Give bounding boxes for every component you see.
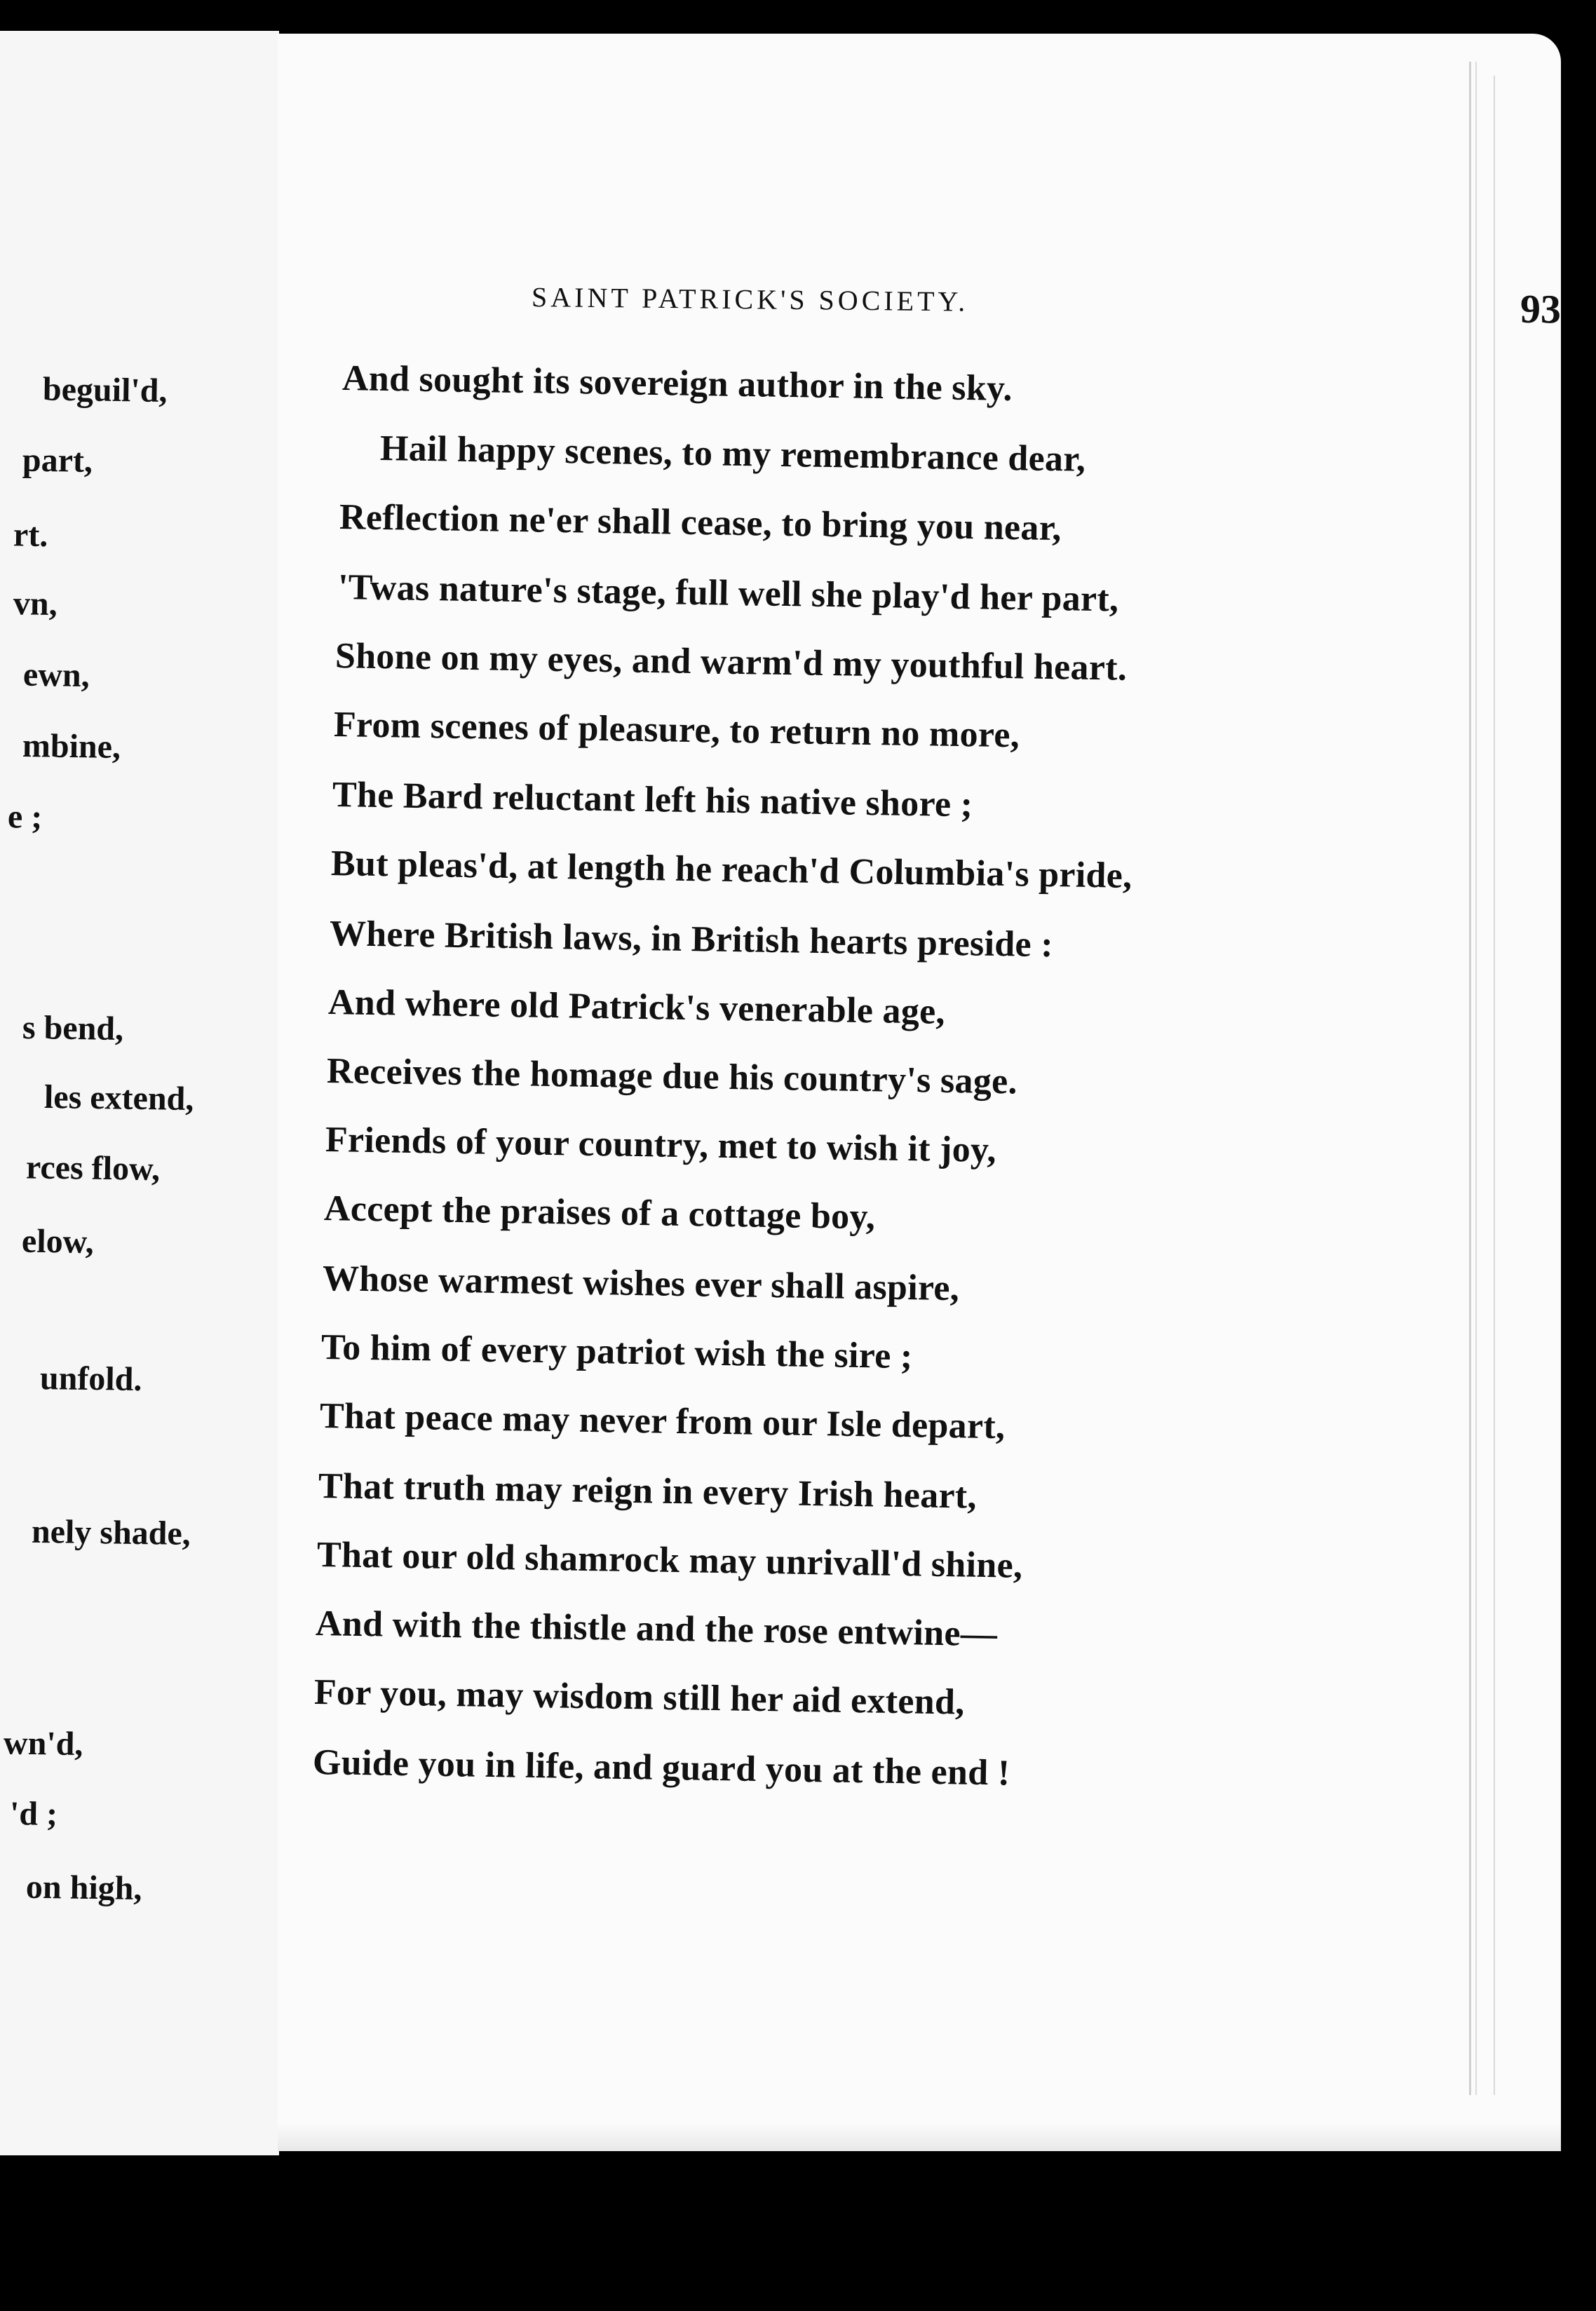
left-page-line: wn'd,	[3, 1724, 83, 1763]
poem-line: Where British laws, in British hearts preside :	[329, 914, 1054, 965]
poem-line: Hail happy scenes, to my remembrance dear,	[379, 428, 1086, 480]
left-page-line: e ;	[7, 798, 43, 836]
poem-line: And with the thistle and the rose entwine—	[315, 1604, 998, 1655]
poem-line: 'Twas nature's stage, full well she play'd her part,	[337, 567, 1119, 620]
poem-line: To him of every patriot wish the sire ;	[320, 1327, 913, 1377]
running-head	[531, 280, 1561, 332]
left-page-line: part,	[22, 441, 93, 480]
left-page-line: ewn,	[22, 656, 90, 694]
poem-line: Whose warmest wishes ever shall aspire,	[322, 1259, 960, 1309]
poem-line: That truth may reign in every Irish heart,	[318, 1466, 978, 1517]
running-title: SAINT PATRICK'S SOCIETY.	[531, 281, 969, 318]
poem-line: Friends of your country, met to wish it joy,	[325, 1120, 997, 1171]
left-page-line: beguil'd,	[42, 370, 168, 409]
left-page-line: 'd ;	[9, 1795, 58, 1833]
poem-line: For you, may wisdom still her aid extend,	[313, 1672, 965, 1723]
poem-line: The Bard reluctant left his native shore ;	[332, 775, 973, 825]
poem-line: Receives the homage due his country's sage.	[326, 1051, 1018, 1102]
poem-line: Accept the praises of a cottage boy,	[323, 1188, 876, 1238]
left-page-line: rces flow,	[25, 1148, 161, 1188]
page-number: 93	[1520, 285, 1561, 332]
poem-line: Reflection ne'er shall cease, to bring you near,	[339, 497, 1062, 549]
left-page-line: on high,	[25, 1868, 142, 1907]
right-page	[278, 34, 1561, 2151]
left-page-line: les extend,	[43, 1078, 194, 1118]
poem-line: Shone on my eyes, and warm'd my youthful heart.	[334, 636, 1128, 689]
poem-line: Guide you in life, and guard you at the end !	[312, 1742, 1010, 1794]
poem-line: And where old Patrick's venerable age,	[327, 982, 946, 1032]
left-page-line: unfold.	[39, 1359, 142, 1398]
left-page-line: vn,	[13, 585, 58, 623]
page-edge	[1494, 76, 1498, 2095]
page-bottom-shadow	[278, 2123, 1561, 2151]
poem-line: That peace may never from our Isle depart,	[319, 1396, 1006, 1447]
left-page-line: nely shade,	[31, 1512, 191, 1552]
left-page-line: elow,	[21, 1222, 95, 1261]
left-page-line: s bend,	[22, 1008, 124, 1048]
poem-line: From scenes of pleasure, to return no more,	[333, 705, 1020, 756]
left-page-line: mbine,	[22, 727, 121, 766]
left-page-line: rt.	[13, 516, 48, 554]
poem-line: And sought its sovereign author in the sky.	[341, 358, 1013, 409]
poem-line: But pleas'd, at length he reach'd Columbia's pride,	[330, 843, 1132, 896]
poem-line: That our old shamrock may unrivall'd shine,	[316, 1535, 1023, 1586]
left-facing-page	[0, 31, 279, 2155]
